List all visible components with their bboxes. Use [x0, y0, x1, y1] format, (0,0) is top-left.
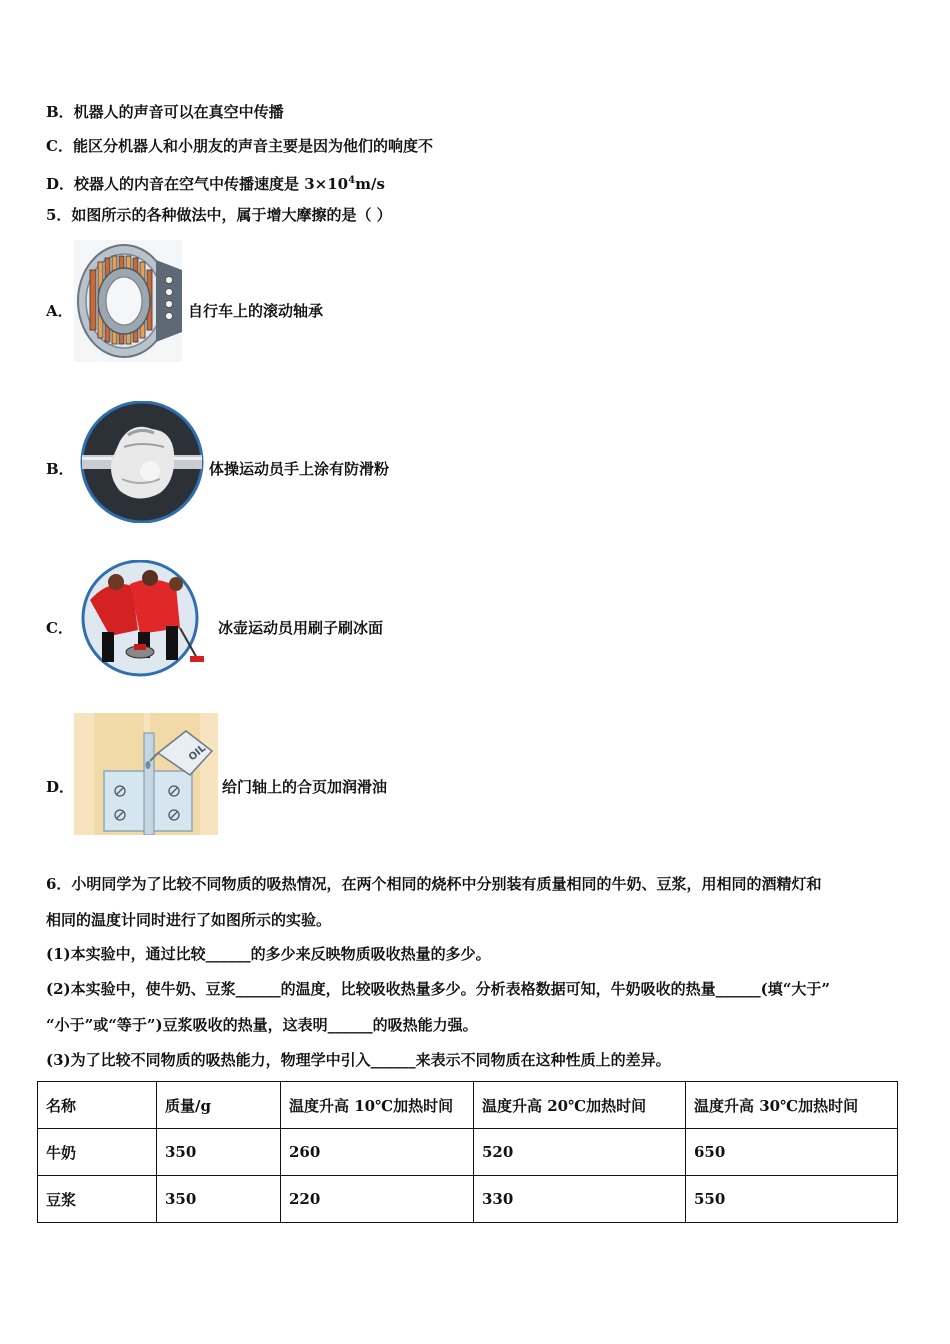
q5-option-a-caption: 自行车上的滚动轴承: [188, 302, 324, 320]
table-cell: 550: [686, 1176, 898, 1223]
table-cell: 260: [281, 1129, 474, 1176]
table-header-cell: 质量/g: [157, 1082, 281, 1129]
q4-option-d: [46, 171, 385, 194]
q4-option-b: B．机器人的声音可以在真空中传播: [46, 103, 284, 121]
q6-stem-line1: 6．小明同学为了比较不同物质的吸热情况，在两个相同的烧杯中分别装有质量相同的牛奶、豆浆，用相同的酒精灯和: [46, 875, 822, 893]
table-header-cell: 温度升高 30℃加热时间: [686, 1082, 898, 1129]
table-cell: 豆浆: [38, 1176, 157, 1223]
hinge-oil-image: [74, 713, 218, 835]
q6-part2-line2: “小于”或“等于”)豆浆吸收的热量，这表明______的吸热能力强。: [46, 1016, 478, 1034]
q6-stem-line2: 相同的温度计同时进行了如图所示的实验。: [46, 911, 332, 929]
heating-data-table: [37, 1081, 898, 1223]
q6-part2-line1: (2)本实验中，使牛奶、豆浆______的温度，比较吸收热量多少。分析表格数据可知，牛奶吸收的热量______(填“大于”: [46, 980, 830, 998]
table-header-cell: 名称: [38, 1082, 157, 1129]
q4-option-d-prefix: D．校器人的内音在空气中传播速度是 3×10: [46, 175, 349, 193]
table-cell: 520: [474, 1129, 686, 1176]
q5-stem: 5．如图所示的各种做法中，属于增大摩擦的是（ ）: [46, 206, 392, 224]
q5-option-b-caption: 体操运动员手上涂有防滑粉: [209, 460, 390, 478]
table-cell: 650: [686, 1129, 898, 1176]
q5-option-c-caption: 冰壶运动员用刷子刷冰面: [218, 619, 384, 637]
bearing-image: [74, 240, 182, 362]
q4-option-d-exponent: 4: [348, 175, 356, 186]
table-row: [38, 1129, 898, 1176]
table-cell: 330: [474, 1176, 686, 1223]
q6-part3: (3)为了比较不同物质的吸热能力，物理学中引入______来表示不同物质在这种性质上的差异。: [46, 1051, 671, 1069]
table-cell: 350: [157, 1129, 281, 1176]
table-cell: 牛奶: [38, 1129, 157, 1176]
q5-option-d-caption: 给门轴上的合页加润滑油: [222, 778, 388, 796]
table-header-cell: 温度升高 20℃加热时间: [474, 1082, 686, 1129]
gymnast-hand-image: [80, 401, 204, 523]
table-cell: 220: [281, 1176, 474, 1223]
table-header-row: [38, 1082, 898, 1129]
q6-part1: (1)本实验中，通过比较______的多少来反映物质吸收热量的多少。: [46, 945, 491, 963]
table-row: [38, 1176, 898, 1223]
q4-option-d-suffix: m/s: [355, 175, 385, 193]
table-cell: 350: [157, 1176, 281, 1223]
svg-text:OIL: OIL: [186, 742, 209, 764]
q4-option-c: C．能区分机器人和小朋友的声音主要是因为他们的响度不: [46, 137, 433, 155]
curling-image: [80, 560, 208, 678]
q5-option-d-label: D．: [46, 778, 75, 796]
q5-option-a-label: A．: [46, 302, 73, 320]
q5-option-c-label: C．: [46, 619, 73, 637]
q5-option-b-label: B．: [46, 460, 74, 478]
table-header-cell: 温度升高 10℃加热时间: [281, 1082, 474, 1129]
